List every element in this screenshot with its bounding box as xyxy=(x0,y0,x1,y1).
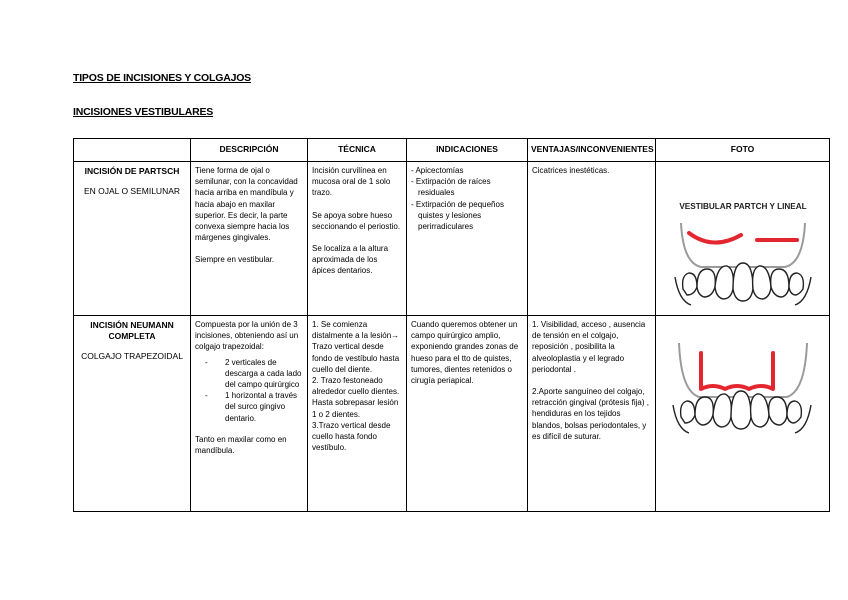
descripcion-text: Compuesta por la unión de 3 incisiones, obteniendo así un colgajo trapezoidal: xyxy=(195,320,299,352)
section-title: INCISIONES VESTIBULARES xyxy=(73,106,214,118)
descripcion-text: Tanto en maxilar como en mandíbula. xyxy=(195,434,287,456)
cell-indicaciones xyxy=(407,316,528,512)
ventajas-text: 1. Visibilidad, acceso , ausencia de tensión en el colgajo, reposición , posibilita la alveoloplastia y el legrado periodontal . xyxy=(532,320,646,374)
header-tecnica: TÉCNICA xyxy=(308,139,407,162)
tecnica-text: Se localiza a la altura aproximada de los ápices dentarios. xyxy=(312,244,389,276)
header-foto: FOTO xyxy=(656,139,830,162)
list-item: - Extirpación de raíces residuales xyxy=(411,176,523,198)
tecnica-text: 1. Se comienza distalmente a la lesión→ Trazo vertical desde fondo de vestíbulo hasta cuello del diente. xyxy=(312,320,400,374)
row-header-partsch xyxy=(74,162,191,316)
list-item: - 2 verticales de descarga a cada lado del campo quirúrgico xyxy=(215,357,303,391)
cell-tecnica xyxy=(308,316,407,512)
indicaciones-list xyxy=(411,165,523,232)
header-empty xyxy=(74,139,191,162)
page-title: TIPOS DE INCISIONES Y COLGAJOS xyxy=(73,72,251,84)
descripcion-list xyxy=(195,357,303,424)
ventajas-text: 2.Aporte sanguíneo del colgajo, retracción gingival (prótesis fija) , hendiduras en los tejidos blandos, bolsas periodontales, y es difícil de suturar. xyxy=(532,387,649,441)
partsch-incision-illustration xyxy=(661,165,825,310)
indicaciones-text: Cuando queremos obtener un campo quirúrgico amplio, exponiendo grandes zonas de hueso para el tto de quistes, tumores, dientes retenidos o cirugía periapical. xyxy=(411,320,519,386)
list-item: - 1 horizontal a través del surco gingivo dentario. xyxy=(215,390,303,424)
table-row xyxy=(74,316,830,512)
tecnica-text: Incisión curvilínea en mucosa oral de 1 solo trazo. xyxy=(312,166,391,198)
cell-ventajas xyxy=(528,316,656,512)
tecnica-text: 2. Trazo festoneado alrededor cuello dientes. Hasta sobrepasar lesión 1 o 2 dientes. xyxy=(312,376,400,419)
table-row xyxy=(74,162,830,316)
cell-ventajas xyxy=(528,162,656,316)
foto-caption: VESTIBULAR PARTCH Y LINEAL xyxy=(678,202,807,211)
tecnica-text: 3.Trazo vertical desde cuello hasta fondo vestíbulo. xyxy=(312,420,391,453)
cell-foto xyxy=(656,162,830,316)
cell-descripcion xyxy=(191,316,308,512)
row-header-neumann xyxy=(74,316,191,512)
header-ventajas: VENTAJAS/INCONVENIENTES xyxy=(528,139,656,162)
list-item: - Apicectomías xyxy=(411,165,523,176)
cell-foto xyxy=(656,316,830,512)
semilunar-incision xyxy=(689,233,741,243)
cell-descripcion xyxy=(191,162,308,316)
ventajas-text: Cicatrices inestéticas. xyxy=(532,166,610,175)
row-subtitle: COLGAJO TRAPEZOIDAL xyxy=(81,351,183,362)
tecnica-text: Se apoya sobre hueso seccionando el periostio. xyxy=(312,210,401,231)
list-item: - Extirpación de pequeños quistes y lesiones perirradiculares xyxy=(411,199,523,233)
row-subtitle: EN OJAL O SEMILUNAR xyxy=(83,186,181,197)
row-title: INCISIÓN DE PARTSCH xyxy=(84,166,180,176)
header-indicaciones: INDICACIONES xyxy=(407,139,528,162)
cell-indicaciones xyxy=(407,162,528,316)
cell-tecnica xyxy=(308,162,407,316)
header-row xyxy=(74,139,830,162)
trapezoidal-flap-illustration xyxy=(661,319,825,449)
header-descripcion: DESCRIPCIÓN xyxy=(191,139,308,162)
incisions-table xyxy=(73,138,830,512)
row-title: INCISIÓN NEUMANN COMPLETA xyxy=(90,320,174,342)
trapezoidal-incision xyxy=(701,353,773,389)
descripcion-text: Tiene forma de ojal o semilunar, con la concavidad hacia arriba en mandíbula y hacia abajo en maxilar superior. Es decir, la parte convexa siempre hacia los márgenes gingivales. xyxy=(195,166,298,243)
descripcion-text: Siempre en vestibular. xyxy=(195,255,275,265)
